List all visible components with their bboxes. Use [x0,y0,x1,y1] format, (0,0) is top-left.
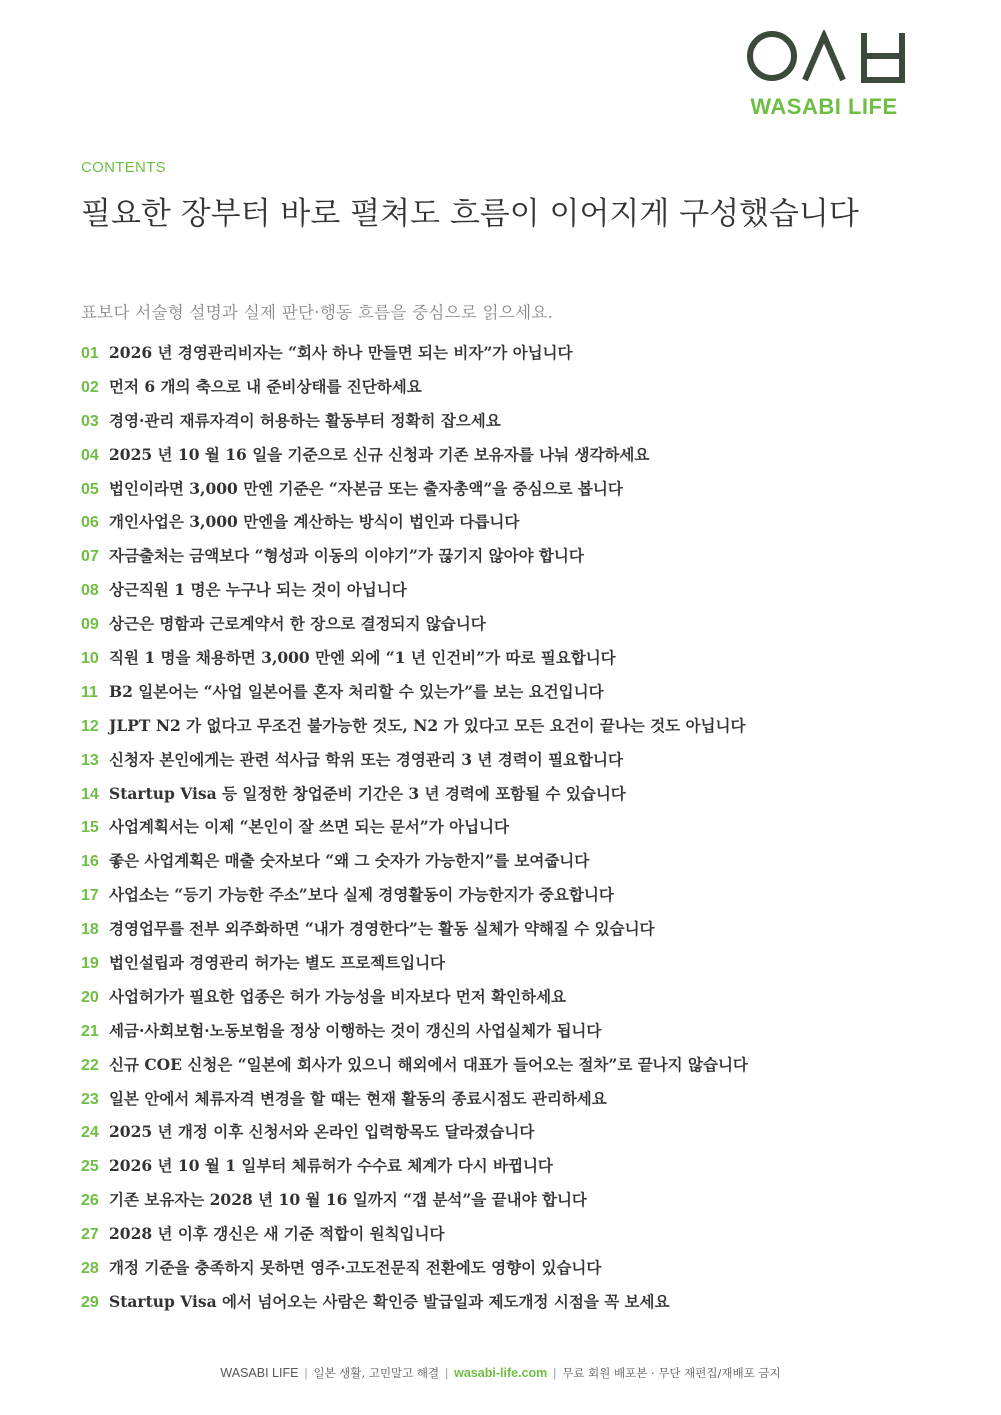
toc-item[interactable] [81,644,941,678]
toc-item-number: 18 [81,921,99,939]
toc-item[interactable] [81,983,941,1017]
toc-item-title: Startup Visa 에서 넘어오는 사람은 확인증 발급일과 제도개정 시점을 꼭 보세요 [109,1291,670,1311]
toc-item-number: 14 [81,785,99,803]
logo-brand-text: WASABI LIFE [750,94,898,119]
toc-item-title: 사업소는 “등기 가능한 주소”보다 실제 경영활동이 가능한지가 중요합니다 [109,885,614,905]
toc-item-title: 2026 년 10 월 1 일부터 체류허가 수수료 체계가 다시 바뀝니다 [109,1156,553,1176]
toc-item[interactable] [81,780,941,814]
toc-item[interactable] [81,576,941,610]
wasabi-life-logo-mark-icon [745,30,905,86]
toc-item[interactable] [81,508,941,542]
toc-item-title: 상근은 명함과 근로계약서 한 장으로 결정되지 않습니다 [109,614,486,634]
toc-item-number: 11 [81,683,98,701]
toc-item-number: 16 [81,853,99,871]
toc-item[interactable] [81,915,941,949]
page-footer [0,1365,1001,1381]
toc-item-title: 기존 보유자는 2028 년 10 월 16 일까지 “갭 분석”을 끝내야 합니다 [109,1190,587,1210]
toc-item[interactable] [81,1288,941,1322]
toc-item-number: 24 [81,1124,99,1142]
toc-item-title: 2028 년 이후 갱신은 새 기준 적합이 원칙입니다 [109,1224,445,1244]
toc-item-number: 23 [81,1090,99,1108]
toc-item-number: 03 [81,412,99,430]
toc-item-number: 08 [81,582,99,600]
toc-item[interactable] [81,542,941,576]
toc-item[interactable] [81,746,941,780]
toc-item-title: 법인설립과 경영관리 허가는 별도 프로젝트입니다 [109,953,446,973]
toc-item[interactable] [81,1118,941,1152]
toc-item[interactable] [81,1051,941,1085]
toc-item-number: 22 [81,1056,99,1074]
toc-item[interactable] [81,1186,941,1220]
toc-item-number: 02 [81,378,99,396]
toc-item-title: 개인사업은 3,000 만엔을 계산하는 방식이 법인과 다릅니다 [109,512,520,532]
toc-item-number: 12 [81,717,99,735]
toc-item-title: 일본 안에서 체류자격 변경을 할 때는 현재 활동의 종료시점도 관리하세요 [109,1088,607,1108]
toc-item-title: Startup Visa 등 일정한 창업준비 기간은 3 년 경력에 포함될 수 있습니다 [109,783,626,803]
table-of-contents [81,339,941,1322]
toc-item-number: 25 [81,1158,99,1176]
toc-item[interactable] [81,949,941,983]
toc-item-number: 01 [81,345,99,362]
toc-item-title: 자금출처는 금액보다 “형성과 이동의 이야기”가 끊기지 않아야 합니다 [109,546,584,566]
toc-item[interactable] [81,1254,941,1288]
toc-item-title: 신규 COE 신청은 “일본에 회사가 있으니 해외에서 대표가 들어오는 절차”로 끝나지 않습니다 [109,1054,748,1074]
footer-separator: | [553,1368,557,1380]
footer-website-link[interactable]: wasabi-life.com [454,1366,548,1380]
toc-item-number: 09 [81,616,99,634]
footer-brand: WASABI LIFE [220,1366,299,1380]
brand-logo [743,30,905,124]
toc-item[interactable] [81,813,941,847]
toc-item-title: 좋은 사업계획은 매출 숫자보다 “왜 그 숫자가 가능한지”를 보여줍니다 [109,851,590,871]
toc-item-number: 29 [81,1293,99,1311]
toc-item[interactable] [81,712,941,746]
toc-item-number: 20 [81,988,99,1006]
toc-item-title: 경영업무를 전부 외주화하면 “내가 경영한다”는 활동 실체가 약해질 수 있습니다 [109,919,655,939]
footer-notice: 무료 회원 배포본 · 무단 재편집/재배포 금지 [562,1366,781,1380]
toc-item-title: 개정 기준을 충족하지 못하면 영주·고도전문직 전환에도 영향이 있습니다 [109,1258,602,1278]
toc-item-title: 2026 년 경영관리비자는 “회사 하나 만들면 되는 비자”가 아닙니다 [109,343,573,362]
toc-item-title: 사업허가가 필요한 업종은 허가 가능성을 비자보다 먼저 확인하세요 [109,986,567,1006]
toc-item-number: 13 [81,751,99,769]
toc-item-title: 2025 년 10 월 16 일을 기준으로 신규 신청과 기존 보유자를 나눠 생각하세요 [109,444,650,464]
toc-item-title: 경영·관리 재류자격이 허용하는 활동부터 정확히 잡으세요 [109,410,501,430]
toc-item-number: 04 [81,446,99,464]
toc-item-title: JLPT N2 가 없다고 무조건 불가능한 것도, N2 가 있다고 모든 요건이 끝나는 것도 아닙니다 [109,715,746,735]
toc-item-title: 먼저 6 개의 축으로 내 준비상태를 진단하세요 [109,376,422,396]
toc-item-number: 26 [81,1192,99,1210]
page-title: 필요한 장부터 바로 펼쳐도 흐름이 이어지게 구성했습니다 [81,196,859,232]
toc-item-title: 2025 년 개정 이후 신청서와 온라인 입력항목도 달라졌습니다 [109,1122,535,1142]
toc-item-title: 사업계획서는 이제 “본인이 잘 쓰면 되는 문서”가 아닙니다 [109,817,509,837]
toc-item-title: 법인이라면 3,000 만엔 기준은 “자본금 또는 출자총액”을 중심으로 봅니다 [109,478,623,498]
toc-item[interactable] [81,407,941,441]
toc-item-title: B2 일본어는 “사업 일본어를 혼자 처리할 수 있는가”를 보는 요건입니다 [109,681,604,701]
footer-tagline: 일본 생활, 고민말고 해결 [313,1366,440,1380]
toc-item-number: 15 [81,819,99,837]
toc-item[interactable] [81,1220,941,1254]
toc-item-number: 28 [81,1260,99,1278]
toc-item-number: 17 [81,887,99,905]
toc-item-number: 05 [81,480,99,498]
toc-item[interactable] [81,441,941,475]
toc-item[interactable] [81,373,941,407]
toc-item-number: 27 [81,1226,99,1244]
footer-separator: | [445,1368,449,1380]
toc-item-number: 19 [81,955,99,973]
toc-item-title: 상근직원 1 명은 누구나 되는 것이 아닙니다 [109,580,407,600]
toc-item[interactable] [81,678,941,712]
toc-item[interactable] [81,847,941,881]
toc-item-number: 21 [81,1022,99,1040]
toc-item[interactable] [81,1152,941,1186]
toc-item[interactable] [81,475,941,509]
toc-item[interactable] [81,1085,941,1119]
footer-separator: | [304,1368,308,1380]
toc-item-title: 신청자 본인에게는 관련 석사급 학위 또는 경영관리 3 년 경력이 필요합니다 [109,749,623,769]
toc-item-number: 06 [81,514,99,532]
toc-item[interactable] [81,881,941,915]
toc-item-title: 직원 1 명을 채용하면 3,000 만엔 외에 “1 년 인건비”가 따로 필요합니다 [109,648,616,668]
page-subtitle: 표보다 서술형 설명과 실제 판단·행동 흐름을 중심으로 읽으세요. [81,303,554,322]
toc-item-number: 07 [81,548,99,566]
toc-item[interactable] [81,1017,941,1051]
toc-item-number: 10 [81,650,99,668]
section-eyebrow: CONTENTS [81,159,166,176]
toc-item[interactable] [81,339,941,373]
toc-item[interactable] [81,610,941,644]
toc-item-title: 세금·사회보험·노동보험을 정상 이행하는 것이 갱신의 사업실체가 됩니다 [109,1020,602,1040]
